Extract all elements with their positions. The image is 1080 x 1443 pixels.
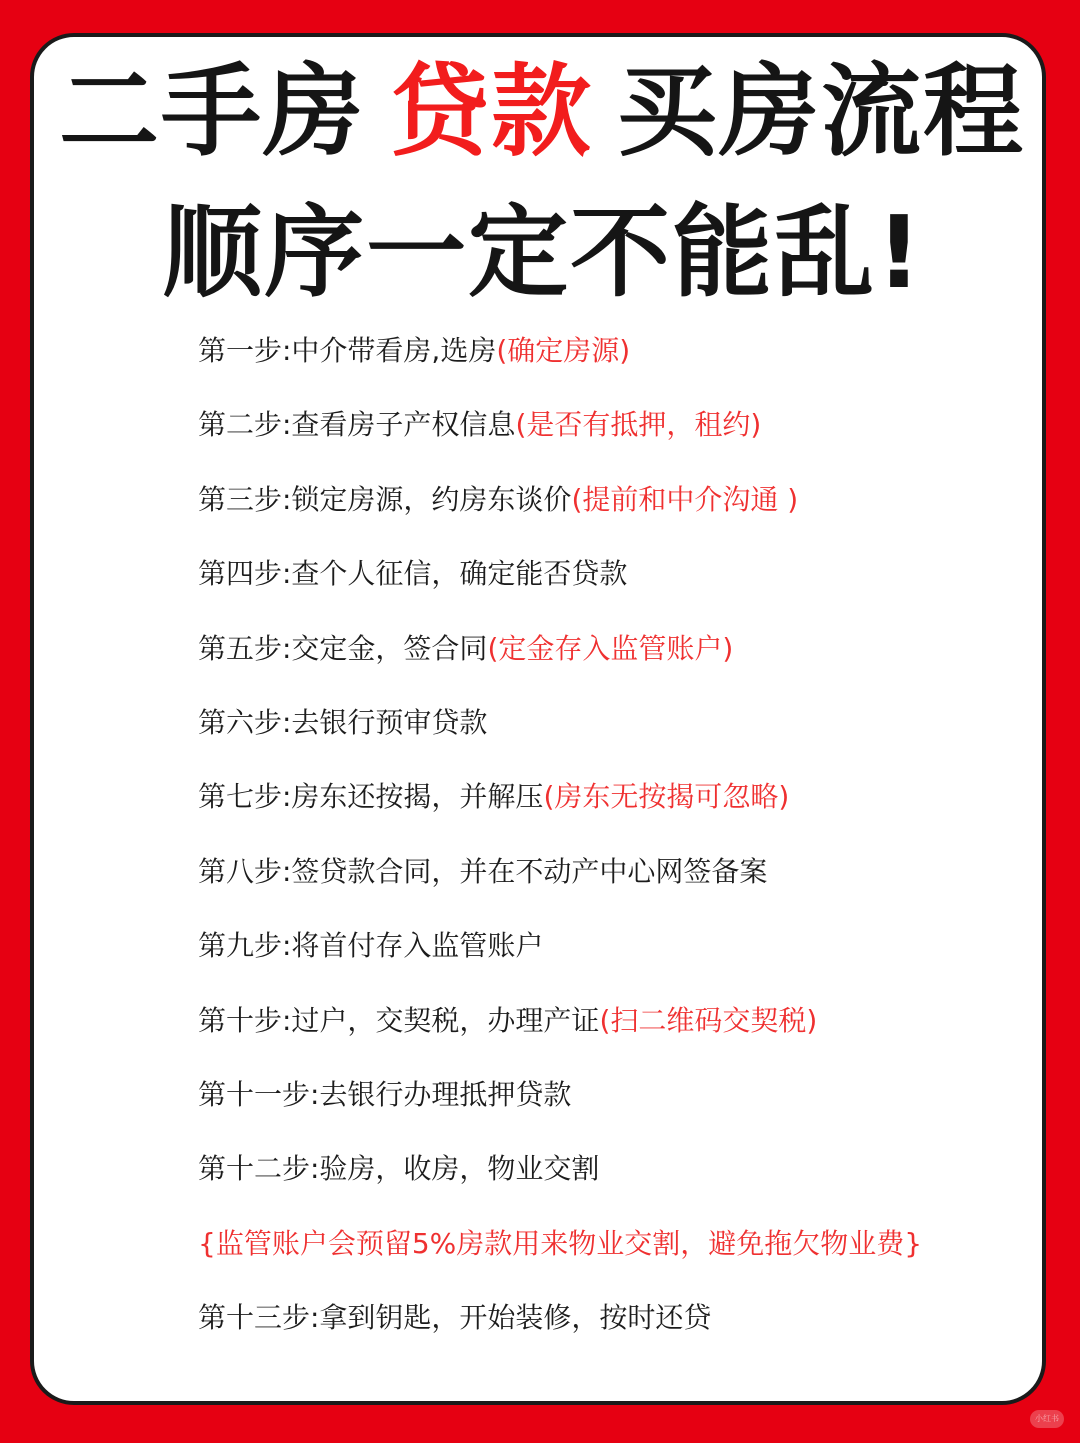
title-accent: 贷款 (389, 53, 593, 170)
step-note: (定金存入监管账户) (487, 631, 734, 665)
step-text: 第二步:查看房子产权信息 (198, 408, 516, 442)
step-item-11 (198, 1071, 1018, 1145)
title-part-1: 二手房 (59, 53, 365, 170)
step-item-5 (198, 625, 1018, 699)
step-text: 第八步:签贷款合同，并在不动产中心网签备案 (198, 854, 768, 888)
step-note: (是否有抵押，租约) (515, 408, 762, 442)
step-item-3 (198, 476, 1018, 550)
step-text: 第十二步:验房，收房，物业交割 (198, 1152, 600, 1186)
step-item-1 (198, 327, 1018, 401)
step-text: 第三步:锁定房源，约房东谈价 (198, 482, 572, 516)
step-item-2 (198, 401, 1018, 475)
page-title-line-2: 顺序一定不能乱! (162, 194, 924, 311)
step-item-9 (198, 922, 1018, 996)
step-text: 第一步:中介带看房,选房 (198, 334, 497, 367)
step-list (198, 327, 1018, 1368)
title-part-2: 买房流程 (617, 53, 1025, 170)
step-text: 第六步:去银行预审贷款 (198, 705, 488, 739)
step-note: (房东无按揭可忽略) (543, 780, 790, 814)
step-item-6 (198, 699, 1018, 773)
step-text: 第十三步:拿到钥匙，开始装修，按时还贷 (198, 1301, 712, 1335)
step-text: 第七步:房东还按揭，并解压 (198, 780, 544, 814)
step-text: 第五步:交定金，签合同 (198, 631, 488, 665)
step-note: (确定房源) (496, 334, 631, 367)
step-note: (提前和中介沟通 ) (571, 482, 799, 516)
step-item-12 (198, 1145, 1018, 1219)
escrow-remark: {监管账户会预留5%房款用来物业交割，避免拖欠物业费} (198, 1226, 923, 1260)
watermark-logo: 小红书 (1030, 1410, 1064, 1428)
step-text: 第十步:过户，交契税，办理产证 (198, 1003, 600, 1037)
page-title-line-1 (4, 53, 1080, 170)
step-note: (扫二维码交契税) (599, 1003, 818, 1037)
step-text: 第四步:查个人征信，确定能否贷款 (198, 557, 628, 591)
step-text: 第十一步:去银行办理抵押贷款 (198, 1077, 572, 1111)
step-item-7 (198, 773, 1018, 847)
step-text: 第九步:将首付存入监管账户 (198, 929, 544, 963)
step-item-10 (198, 997, 1018, 1071)
step-item-8 (198, 848, 1018, 922)
step-item-4 (198, 550, 1018, 624)
step-item-13 (198, 1294, 1018, 1368)
